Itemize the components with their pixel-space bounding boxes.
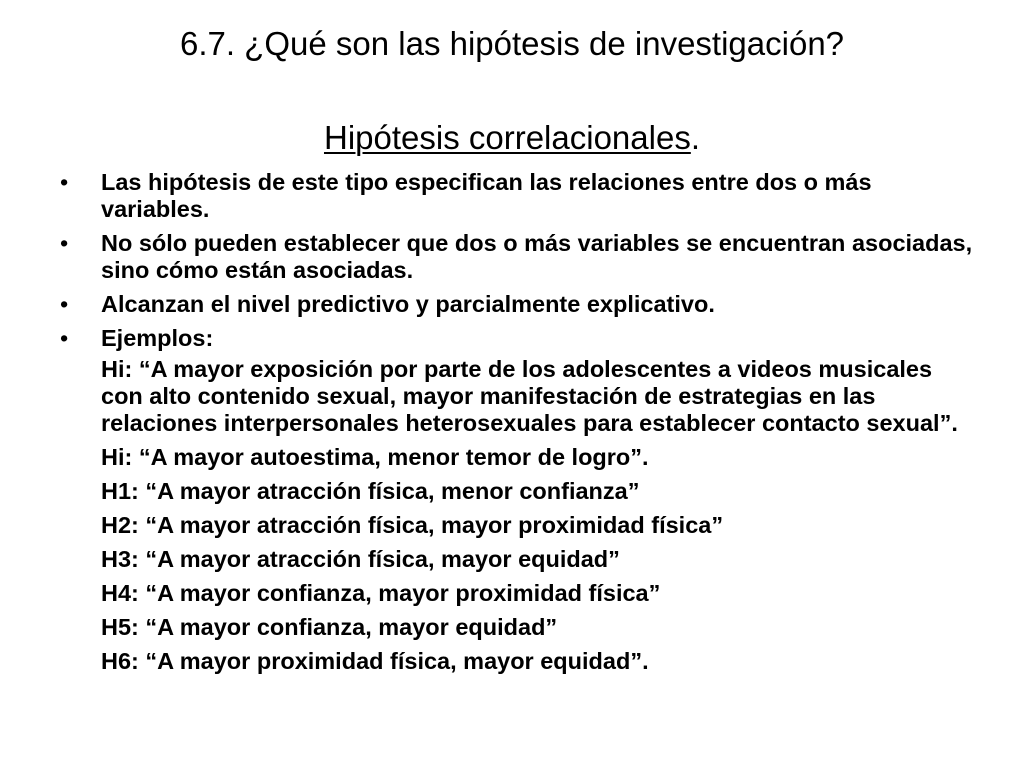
bullet-item-examples-heading (58, 325, 978, 352)
bullet-marker: • (60, 325, 69, 351)
example-hypothesis: H3: “A mayor atracción física, mayor equidad” (101, 546, 620, 572)
example-hypothesis: H2: “A mayor atracción física, mayor proximidad física” (101, 512, 724, 538)
bullet-item (58, 230, 978, 284)
bullet-text: Ejemplos: (101, 325, 214, 351)
subtitle-period: . (690, 119, 700, 156)
example-hypothesis: Hi: “A mayor exposición por parte de los adolescentes a videos musicales con alto contenido sexual, mayor manifestación de estrategias en las relaciones interpersonales heterosexuales para establecer contacto sexual”. (101, 356, 958, 436)
subtitle-underlined-text: Hipótesis correlacionales (323, 119, 691, 156)
slide-title: 6.7. ¿Qué son las hipótesis de investigación? (179, 25, 845, 62)
bullet-marker: • (60, 169, 69, 195)
examples-list (58, 356, 978, 675)
example-hypothesis: H6: “A mayor proximidad física, mayor equidad”. (101, 648, 649, 674)
example-hypothesis: Hi: “A mayor autoestima, menor temor de logro”. (101, 444, 649, 470)
slide-body (58, 169, 978, 682)
bullet-text: No sólo pueden establecer que dos o más variables se encuentran asociadas, sino cómo están asociadas. (101, 230, 973, 283)
bullet-marker: • (60, 291, 69, 317)
slide-subtitle (0, 116, 1024, 160)
bullet-item (58, 169, 978, 223)
example-hypothesis: H1: “A mayor atracción física, menor confianza” (101, 478, 640, 504)
bullet-text: Alcanzan el nivel predictivo y parcialmente explicativo. (101, 291, 715, 317)
example-hypothesis: H5: “A mayor confianza, mayor equidad” (101, 614, 558, 640)
bullet-item (58, 291, 978, 318)
example-hypothesis: H4: “A mayor confianza, mayor proximidad física” (101, 580, 661, 606)
bullet-text: Las hipótesis de este tipo especifican las relaciones entre dos o más variables. (101, 169, 872, 222)
bullet-marker: • (60, 230, 69, 256)
